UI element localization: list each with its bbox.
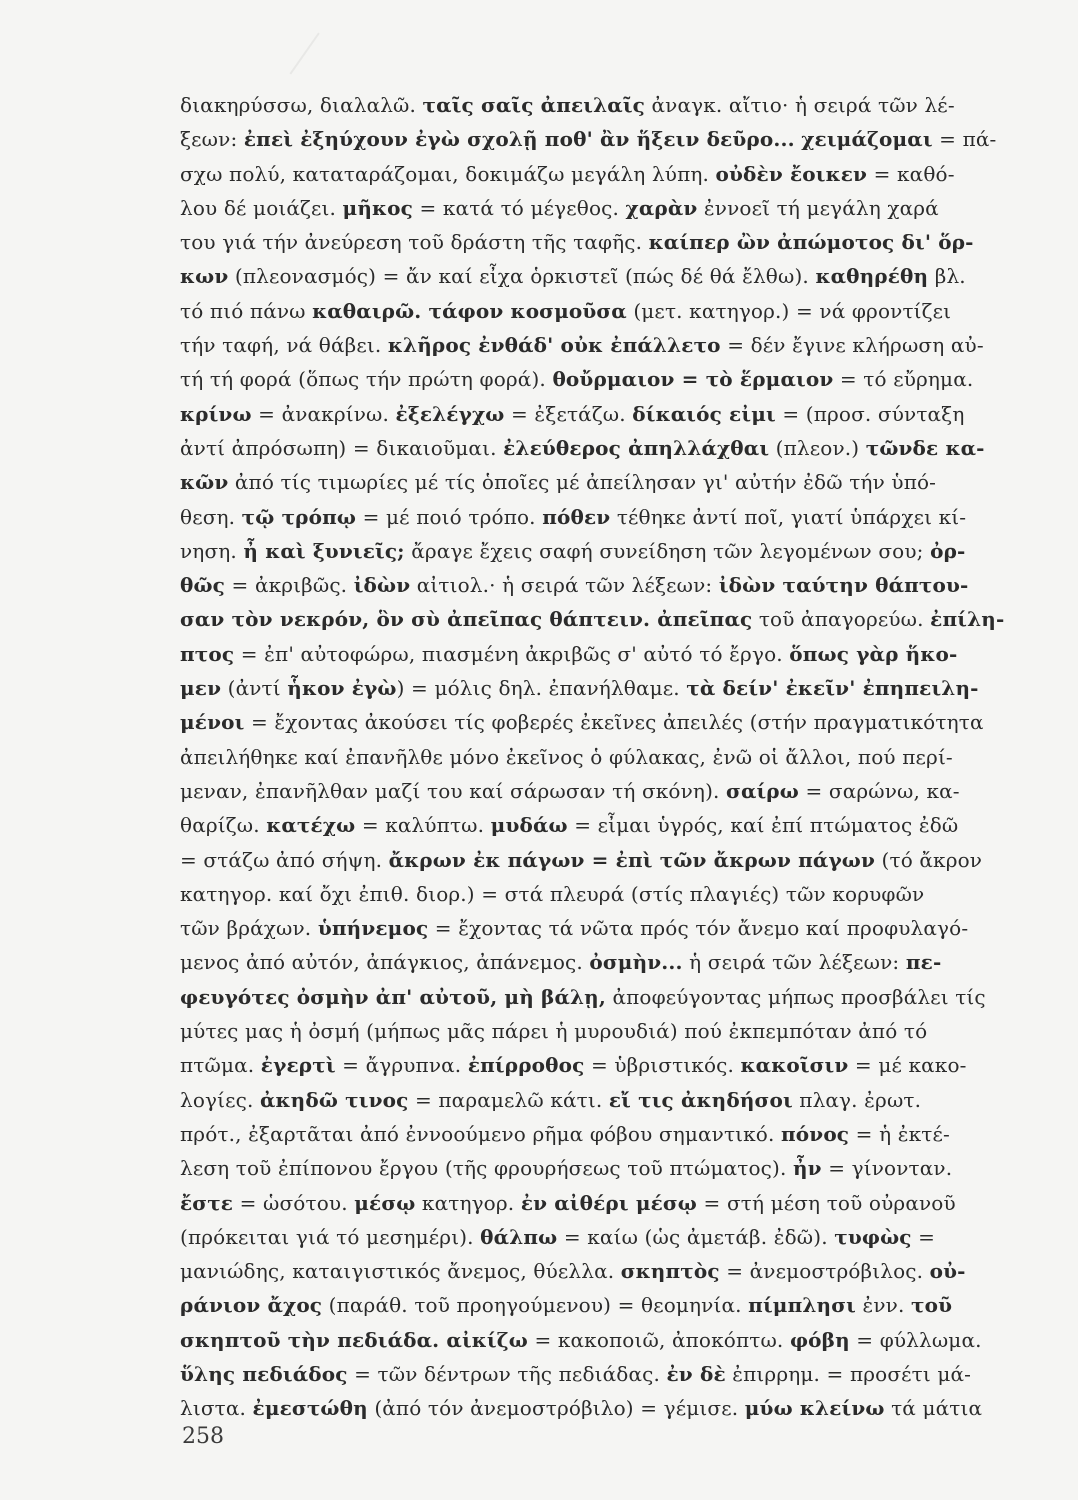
text-line	[180, 1151, 1060, 1185]
text-line	[180, 465, 1060, 499]
gloss-text: ἀντί ἀπρόσωπη) = δικαιοῦμαι.	[180, 435, 504, 460]
lemma-bold-text: μένοι	[180, 710, 245, 735]
gloss-text: = παραμελῶ κάτι.	[408, 1087, 609, 1112]
gloss-text: = (προσ. σύνταξη	[775, 401, 965, 426]
gloss-text: = εἶμαι ὑγρός, καί ἐπί πτώματος ἐδῶ	[567, 813, 959, 838]
text-line	[180, 88, 1060, 122]
text-line	[180, 1014, 1060, 1048]
lemma-bold-text: ἰδὼν	[353, 573, 411, 598]
lemma-bold-text: μύω κλείνω	[744, 1396, 885, 1421]
gloss-text: = καλύπτω.	[355, 813, 491, 838]
text-line	[180, 671, 1060, 705]
text-line	[180, 157, 1060, 191]
lemma-bold-text: ὑπήνεμος	[317, 916, 429, 941]
gloss-text: ἡ σειρά τῶν λέξεων:	[682, 950, 906, 975]
lemma-bold-text: τοῦ	[911, 1293, 953, 1318]
text-line	[180, 397, 1060, 431]
lemma-bold-text: ἀκηδῶ τινος	[260, 1087, 409, 1112]
lemma-bold-text: ἐμεστώθη	[252, 1396, 368, 1421]
gloss-text: ἐπιρρημ. = προσέτι μά-	[725, 1361, 972, 1386]
lemma-bold-text: ἐν αἰθέρι μέσῳ	[520, 1190, 698, 1215]
text-line	[180, 1048, 1060, 1082]
gloss-text: = κατά τό μέγεθος.	[412, 195, 626, 220]
lemma-bold-text: πτος	[180, 641, 235, 666]
text-line	[180, 568, 1060, 602]
gloss-text: νηση.	[180, 538, 244, 563]
lemma-bold-text: καθαιρῶ. τάφον κοσμοῦσα	[312, 298, 627, 323]
gloss-text: (πλεονασμός) = ἄν καί εἶχα ὁρκιστεῖ (πώς δέ θά ἔλθω).	[228, 264, 816, 289]
text-line	[180, 911, 1060, 945]
lemma-bold-text: ἐλεύθερος ἀπηλλάχθαι	[503, 435, 770, 460]
lemma-bold-text: ὅπως γὰρ ἥκο-	[789, 641, 958, 666]
gloss-text: = πά-	[932, 127, 997, 152]
text-line	[180, 1117, 1060, 1151]
gloss-text: ἐνν.	[855, 1293, 911, 1318]
text-line	[180, 328, 1060, 362]
gloss-text: =	[911, 1224, 936, 1249]
lemma-bold-text: ὀρ-	[930, 538, 966, 563]
gloss-text: (ἀντί	[221, 676, 288, 701]
gloss-text: τά μάτια	[884, 1396, 983, 1421]
lemma-bold-text: οὐ-	[929, 1259, 966, 1284]
lemma-bold-text: μυδάω	[490, 813, 568, 838]
text-line	[180, 1220, 1060, 1254]
gloss-text: = ἐπ' αὐτοφώρω, πιασμένη ἀκριβῶς σ' αὐτό τό ἔργο.	[234, 641, 790, 666]
gloss-text: = κακοποιῶ, ἀποκόπτω.	[527, 1327, 790, 1352]
lemma-bold-text: χειμάζομαι	[801, 127, 933, 152]
gloss-text: μενος ἀπό αὐτόν, ἀπάγκιος, ἀπάνεμος.	[180, 950, 590, 975]
gloss-text: πρότ., ἐξαρτᾶται ἀπό ἐννοούμενο ρῆμα φόβου σημαντικό.	[180, 1121, 782, 1146]
lemma-bold-text: ἐπεὶ ἐξηύχουν ἐγὼ σχολῇ ποθ' ἂν ἥξειν δεῦρο...	[243, 127, 795, 152]
lemma-bold-text: ἦ καὶ ξυνιεῖς;	[243, 538, 405, 563]
gloss-text: πλαγ. ἐρωτ.	[792, 1087, 922, 1112]
gloss-text: του γιά τήν ἀνεύρεση τοῦ δράστη τῆς ταφῆς.	[180, 230, 649, 255]
text-line	[180, 808, 1060, 842]
gloss-text: αἰτιολ.· ἡ σειρά τῶν λέξεων:	[410, 573, 719, 598]
lemma-bold-text: ἐγερτὶ	[260, 1053, 336, 1078]
text-line	[180, 740, 1060, 774]
gloss-text: θεση.	[180, 504, 242, 529]
text-line	[180, 843, 1060, 877]
lemma-bold-text: ἄκρων ἐκ πάγων = ἐπὶ τῶν ἄκρων πάγων	[388, 847, 876, 872]
text-line	[180, 877, 1060, 911]
text-line	[180, 362, 1060, 396]
gloss-text: λογίες.	[180, 1087, 260, 1112]
lemma-bold-text: σαίρω	[726, 778, 799, 803]
gloss-text: τέθηκε ἀντί ποῖ, γιατί ὑπάρχει κί-	[610, 504, 967, 529]
text-line	[180, 1254, 1060, 1288]
gloss-text: = ἀνεμοστρόβιλος.	[719, 1259, 930, 1284]
lemma-bold-text: κων	[180, 264, 229, 289]
gloss-text: ἀναγκ. αἴτιο· ἡ σειρά τῶν λέ-	[645, 93, 955, 117]
lemma-bold-text: σαν τὸν νεκρόν, ὃν σὺ ἀπεῖπας θάπτειν. ἀπεῖπας	[180, 607, 753, 632]
gloss-text: θαρίζω.	[180, 813, 267, 838]
lemma-bold-text: χαρὰν	[625, 195, 698, 220]
text-line	[180, 945, 1060, 979]
gloss-text: (πλεον.)	[769, 435, 866, 460]
gloss-text: λου δέ μοιάζει.	[180, 195, 343, 220]
gloss-text: μεναν, ἐπανῆλθαν μαζί του καί σάρωσαν τή σκόνη).	[180, 778, 727, 803]
lemma-bold-text: σκηπτοῦ τὴν πεδιάδα. αἰκίζω	[180, 1327, 528, 1352]
gloss-text: = καθό-	[867, 161, 955, 186]
text-line	[180, 1083, 1060, 1117]
gloss-text: ) = μόλις δηλ. ἐπανήλθαμε.	[396, 676, 687, 701]
gloss-text: (πρόκειται γιά τό μεσημέρι).	[180, 1224, 481, 1249]
gloss-text: μύτες μας ἡ ὀσμή (μήπως μᾶς πάρει ἡ μυρουδιά) πού ἐκπεμπόταν ἀπό τό	[180, 1019, 928, 1044]
lemma-bold-text: φευγότες ὀσμὴν ἀπ' αὐτοῦ, μὴ βάλῃ,	[180, 984, 606, 1009]
lemma-bold-text: τυφὼς	[834, 1224, 912, 1249]
gloss-text: = ἀνακρίνω.	[251, 401, 396, 426]
gloss-text: = ἡ ἐκτέ-	[849, 1121, 950, 1146]
lemma-bold-text: τῶνδε κα-	[865, 435, 985, 460]
gloss-text: = ἔχοντας τά νῶτα πρός τόν ἄνεμο καί προφυλαγό-	[428, 916, 969, 941]
gloss-text: = σαρώνω, κα-	[798, 778, 960, 803]
lemma-bold-text: ἐξελέγχω	[395, 401, 505, 426]
lemma-bold-text: πίμπλησι	[748, 1293, 856, 1318]
text-line	[180, 1357, 1060, 1391]
gloss-text: = τῶν δέντρων τῆς πεδιάδας.	[347, 1361, 667, 1386]
gloss-text: = καίω (ὡς ἀμετάβ. ἐδῶ).	[557, 1224, 835, 1249]
text-line	[180, 225, 1060, 259]
text-line	[180, 1288, 1060, 1322]
gloss-text: (τό ἄκρον	[875, 847, 983, 872]
text-line	[180, 1323, 1060, 1357]
lemma-bold-text: μεν	[180, 676, 222, 701]
gloss-text: κατηγορ. καί ὄχι ἐπιθ. διορ.) = στά πλευρά (στίς πλαγιές) τῶν κορυφῶν	[180, 881, 925, 906]
gloss-text: ἄραγε ἔχεις σαφή συνείδηση τῶν λεγομένων σου;	[404, 538, 931, 563]
text-line	[180, 122, 1060, 156]
lemma-bold-text: φόβη	[789, 1327, 850, 1352]
gloss-text: = τό εὔρημα.	[833, 367, 974, 392]
lemma-bold-text: εἴ τις ἀκηδήσοι	[608, 1087, 793, 1112]
lemma-bold-text: κατέχω	[266, 813, 356, 838]
gloss-text: = ἄγρυπνα.	[335, 1053, 468, 1078]
lemma-bold-text: σκηπτὸς	[620, 1259, 720, 1284]
lemma-bold-text: δίκαιός εἰμι	[632, 401, 776, 426]
lemma-bold-text: θῶς	[180, 573, 226, 598]
gloss-text: = στάζω ἀπό σήψη.	[180, 847, 389, 872]
lemma-bold-text: ὀσμὴν...	[589, 950, 683, 975]
gloss-text: σχω πολύ, καταταράζομαι, δοκιμάζω μεγάλη λύπη.	[180, 161, 716, 186]
gloss-text: ἀπειλήθηκε καί ἐπανῆλθε μόνο ἐκεῖνος ὁ φύλακας, ἐνῶ οἱ ἄλλοι, πού περί-	[180, 744, 953, 769]
text-line	[180, 1186, 1060, 1220]
lemma-bold-text: καθηρέθη	[815, 264, 929, 289]
lemma-bold-text: τὰ δείν' ἐκεῖν' ἐπηπειλη-	[686, 676, 979, 701]
lemma-bold-text: πόνος	[781, 1121, 850, 1146]
gloss-text: ξεων:	[180, 127, 244, 152]
text-line	[180, 602, 1060, 636]
gloss-text: ἀπό τίς τιμωρίες μέ τίς ὁποῖες μέ ἀπείλησαν γι' αὐτήν ἐδῶ τήν ὑπό-	[228, 470, 937, 495]
gloss-text: τή τή φορά (ὅπως τήν πρώτη φορά).	[180, 367, 553, 392]
gloss-text: ἀποφεύγοντας μήπως προσβάλει τίς	[605, 984, 986, 1009]
commentary-text	[180, 88, 1060, 1426]
gloss-text: τήν ταφή, νά θάβει.	[180, 333, 388, 358]
gloss-text: διακηρύσσω, διαλαλῶ.	[180, 93, 423, 117]
lemma-bold-text: καίπερ ὢν ἀπώμοτος δι' ὅρ-	[648, 230, 974, 255]
lemma-bold-text: ἐπίρροθος	[467, 1053, 585, 1078]
gloss-text: = μέ ποιό τρόπο.	[356, 504, 543, 529]
gloss-text: πτῶμα.	[180, 1053, 261, 1078]
gloss-text: τῶν βράχων.	[180, 916, 318, 941]
lemma-bold-text: ἐν δὲ	[666, 1361, 726, 1386]
lemma-bold-text: ἦν	[792, 1156, 822, 1181]
gloss-text: (παράθ. τοῦ προηγούμενου) = θεομηνία.	[322, 1293, 749, 1318]
lemma-bold-text: ἧκον ἐγὼ	[287, 676, 397, 701]
text-line	[180, 259, 1060, 293]
gloss-text: = στή μέση τοῦ οὐρανοῦ	[697, 1190, 956, 1215]
text-line	[180, 431, 1060, 465]
gloss-text: τό πιό πάνω	[180, 298, 313, 323]
lemma-bold-text: κρίνω	[180, 401, 252, 426]
lemma-bold-text: μέσῳ	[354, 1190, 416, 1215]
lemma-bold-text: ἔστε	[180, 1190, 234, 1215]
lemma-bold-text: κῶν	[180, 470, 229, 495]
lemma-bold-text: ράνιον ἄχος	[180, 1293, 323, 1318]
lemma-bold-text: ὕλης πεδιάδος	[180, 1361, 348, 1386]
gloss-text: μανιώδης, καταιγιστικός ἄνεμος, θύελλα.	[180, 1259, 621, 1284]
text-line	[180, 191, 1060, 225]
lemma-bold-text: ἐπίλη-	[930, 607, 1005, 632]
gloss-text: = ὡσότου.	[233, 1190, 355, 1215]
text-line	[180, 637, 1060, 671]
gloss-text: βλ.	[928, 264, 966, 289]
gloss-text: ἐννοεῖ τή μεγάλη χαρά	[697, 195, 939, 220]
gloss-text: = μέ κακο-	[848, 1053, 967, 1078]
lemma-bold-text: κλῆρος ἐνθάδ' οὐκ ἐπάλλετο	[387, 333, 721, 358]
gloss-text: = φύλλωμα.	[849, 1327, 982, 1352]
lemma-bold-text: κακοῖσιν	[740, 1053, 849, 1078]
gloss-text: = ὑβριστικός.	[584, 1053, 741, 1078]
gloss-text: (ἀπό τόν ἀνεμοστρόβιλο) = γέμισε.	[367, 1396, 745, 1421]
lemma-bold-text: μῆκος	[342, 195, 413, 220]
lemma-bold-text: πε-	[905, 950, 942, 975]
lemma-bold-text: ταῖς σαῖς ἀπειλαῖς	[422, 93, 646, 117]
gloss-text: = ἀκριβῶς.	[225, 573, 354, 598]
gloss-text: λιστα.	[180, 1396, 253, 1421]
text-line	[180, 500, 1060, 534]
text-line	[180, 774, 1060, 808]
gloss-text: = δέν ἔγινε κλήρωση αὐ-	[720, 333, 984, 358]
text-line	[180, 705, 1060, 739]
text-line	[180, 1391, 1060, 1425]
lemma-bold-text: ἰδὼν ταύτην θάπτου-	[718, 573, 969, 598]
gloss-text: = ἔχοντας ἀκούσει τίς φοβερές ἐκεῖνες ἀπειλές (στήν πραγματικότητα	[244, 710, 984, 735]
lemma-bold-text: θοὔρμαιον = τὸ ἕρμαιον	[552, 367, 834, 392]
gloss-text: λεση τοῦ ἐπίπονου ἔργου (τῆς φρουρήσεως τοῦ πτώματος).	[180, 1156, 793, 1181]
gloss-text: (μετ. κατηγορ.) = νά φροντίζει	[626, 298, 952, 323]
lemma-bold-text: πόθεν	[542, 504, 611, 529]
gloss-text: κατηγορ.	[415, 1190, 521, 1215]
text-line	[180, 294, 1060, 328]
gloss-text: τοῦ ἀπαγορεύω.	[752, 607, 931, 632]
page-number: 258	[182, 1424, 224, 1449]
text-line	[180, 980, 1060, 1014]
lemma-bold-text: τῷ τρόπῳ	[241, 504, 357, 529]
text-line	[180, 534, 1060, 568]
lemma-bold-text: οὐδὲν ἔοικεν	[715, 161, 868, 186]
gloss-text: = ἐξετάζω.	[504, 401, 633, 426]
lemma-bold-text: θάλπω	[480, 1224, 558, 1249]
gloss-text: = γίνονταν.	[821, 1156, 953, 1181]
